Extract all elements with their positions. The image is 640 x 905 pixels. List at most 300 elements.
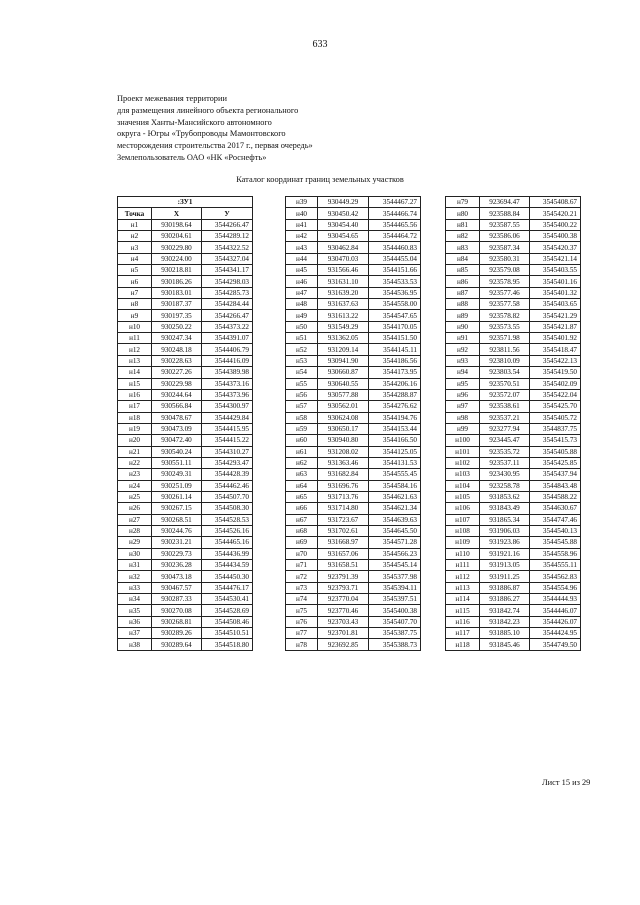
- x-coordinate-cell: 930650.17: [318, 423, 369, 434]
- y-coordinate-cell: 3545425.85: [530, 457, 581, 468]
- table-row: [118, 219, 253, 230]
- y-coordinate-cell: 3545425.70: [530, 401, 581, 412]
- point-name-cell: н58: [286, 412, 318, 423]
- y-coordinate-cell: 3544322.52: [202, 242, 253, 253]
- table-row: [118, 412, 253, 423]
- y-coordinate-cell: 3544462.46: [202, 480, 253, 491]
- x-coordinate-cell: 931702.61: [318, 525, 369, 536]
- y-coordinate-cell: 3544293.47: [202, 457, 253, 468]
- table-row: [118, 491, 253, 502]
- point-name-cell: н65: [286, 491, 318, 502]
- table-row: [118, 367, 253, 378]
- x-coordinate-cell: 931549.29: [318, 321, 369, 332]
- x-coordinate-cell: 923793.71: [318, 582, 369, 593]
- table-row: [446, 310, 581, 321]
- point-name-cell: н49: [286, 310, 318, 321]
- point-name-cell: н72: [286, 571, 318, 582]
- x-coordinate-cell: 930183.01: [152, 287, 202, 298]
- point-name-cell: н41: [286, 219, 318, 230]
- x-coordinate-cell: 931843.49: [480, 503, 530, 514]
- x-coordinate-cell: 923803.54: [480, 367, 530, 378]
- point-name-cell: н108: [446, 525, 480, 536]
- table-row: [446, 299, 581, 310]
- point-name-cell: н69: [286, 537, 318, 548]
- table-row: [286, 480, 421, 491]
- x-coordinate-cell: 930660.87: [318, 367, 369, 378]
- table-row: [118, 537, 253, 548]
- y-coordinate-cell: 3544173.95: [369, 367, 421, 378]
- table-row: [446, 616, 581, 627]
- x-coordinate-cell: 930244.64: [152, 389, 202, 400]
- y-coordinate-cell: 3544530.41: [202, 594, 253, 605]
- table-row: [118, 287, 253, 298]
- table-row: [118, 616, 253, 627]
- table-row: [446, 525, 581, 536]
- y-coordinate-cell: 3544526.16: [202, 525, 253, 536]
- table-row: [446, 219, 581, 230]
- y-coordinate-cell: 3544558.00: [369, 299, 421, 310]
- y-coordinate-cell: 3544510.51: [202, 628, 253, 639]
- x-coordinate-cell: 931853.62: [480, 491, 530, 502]
- y-coordinate-cell: 3544450.30: [202, 571, 253, 582]
- table-row: [118, 457, 253, 468]
- table-row: [118, 253, 253, 264]
- point-name-cell: н23: [118, 469, 152, 480]
- y-coordinate-cell: 3544289.12: [202, 231, 253, 242]
- table-row: [118, 344, 253, 355]
- x-coordinate-cell: 930454.40: [318, 219, 369, 230]
- y-coordinate-cell: 3544621.34: [369, 503, 421, 514]
- table-row: [446, 412, 581, 423]
- x-coordinate-cell: 931885.10: [480, 628, 530, 639]
- x-coordinate-cell: 930218.81: [152, 265, 202, 276]
- point-name-cell: н102: [446, 457, 480, 468]
- point-name-cell: н53: [286, 355, 318, 366]
- x-coordinate-cell: 931657.06: [318, 548, 369, 559]
- x-coordinate-cell: 930624.08: [318, 412, 369, 423]
- x-coordinate-cell: 931845.46: [480, 639, 530, 650]
- x-coordinate-cell: 923572.07: [480, 389, 530, 400]
- point-name-cell: н61: [286, 446, 318, 457]
- point-name-cell: н32: [118, 571, 152, 582]
- coordinates-table-3: [445, 196, 581, 651]
- y-coordinate-cell: 3544131.53: [369, 457, 421, 468]
- y-coordinate-cell: 3544288.87: [369, 389, 421, 400]
- x-coordinate-cell: 931209.14: [318, 344, 369, 355]
- table-row: [286, 571, 421, 582]
- table-row: [286, 401, 421, 412]
- table-row: [286, 537, 421, 548]
- x-coordinate-cell: 930470.03: [318, 253, 369, 264]
- y-coordinate-cell: 3545407.70: [369, 616, 421, 627]
- y-coordinate-cell: 3544298.03: [202, 276, 253, 287]
- point-name-cell: н48: [286, 299, 318, 310]
- point-name-cell: н97: [446, 401, 480, 412]
- y-coordinate-cell: 3544153.44: [369, 423, 421, 434]
- x-coordinate-cell: 930261.14: [152, 491, 202, 502]
- table-row: [286, 594, 421, 605]
- x-coordinate-cell: 931637.63: [318, 299, 369, 310]
- table-row: [118, 480, 253, 491]
- y-coordinate-cell: 3544406.79: [202, 344, 253, 355]
- point-name-cell: н73: [286, 582, 318, 593]
- point-name-cell: н30: [118, 548, 152, 559]
- y-coordinate-cell: 3544645.50: [369, 525, 421, 536]
- y-coordinate-cell: 3544747.46: [530, 514, 581, 525]
- x-coordinate-cell: 930249.31: [152, 469, 202, 480]
- land-plot-label: :ЗУ1: [118, 197, 253, 208]
- table-row: [286, 265, 421, 276]
- y-coordinate-cell: 3544621.63: [369, 491, 421, 502]
- point-name-cell: н14: [118, 367, 152, 378]
- y-coordinate-cell: 3544389.98: [202, 367, 253, 378]
- y-coordinate-cell: 3545419.50: [530, 367, 581, 378]
- x-coordinate-cell: 930229.80: [152, 242, 202, 253]
- y-coordinate-cell: 3544300.97: [202, 401, 253, 412]
- table-row: [118, 514, 253, 525]
- y-coordinate-cell: 3544166.50: [369, 435, 421, 446]
- point-name-cell: н112: [446, 571, 480, 582]
- y-coordinate-cell: 3545420.21: [530, 208, 581, 219]
- x-coordinate-cell: 930562.01: [318, 401, 369, 412]
- x-coordinate-cell: 923537.21: [480, 412, 530, 423]
- y-coordinate-cell: 3545401.32: [530, 287, 581, 298]
- column-header-point: Точка: [118, 208, 152, 219]
- table-row: [286, 287, 421, 298]
- x-coordinate-cell: 930454.65: [318, 231, 369, 242]
- point-name-cell: н38: [118, 639, 152, 650]
- point-name-cell: н8: [118, 299, 152, 310]
- x-coordinate-cell: 931865.34: [480, 514, 530, 525]
- x-coordinate-cell: 930236.28: [152, 560, 202, 571]
- table-row: [286, 469, 421, 480]
- x-coordinate-cell: 923586.06: [480, 231, 530, 242]
- x-coordinate-cell: 931842.74: [480, 605, 530, 616]
- table-row: [118, 378, 253, 389]
- point-name-cell: н75: [286, 605, 318, 616]
- point-name-cell: н1: [118, 219, 152, 230]
- table-row: [118, 560, 253, 571]
- table-row: [446, 514, 581, 525]
- point-name-cell: н89: [446, 310, 480, 321]
- x-coordinate-cell: 923570.51: [480, 378, 530, 389]
- table-row: [446, 446, 581, 457]
- table-row: [286, 457, 421, 468]
- point-name-cell: н37: [118, 628, 152, 639]
- x-coordinate-cell: 930231.21: [152, 537, 202, 548]
- table-row: [446, 469, 581, 480]
- table-row: [286, 378, 421, 389]
- y-coordinate-cell: 3544446.07: [530, 605, 581, 616]
- table-row: [118, 231, 253, 242]
- x-coordinate-cell: 923587.55: [480, 219, 530, 230]
- table-row: [286, 344, 421, 355]
- y-coordinate-cell: 3544508.46: [202, 616, 253, 627]
- table-row: [286, 582, 421, 593]
- y-coordinate-cell: 3544584.16: [369, 480, 421, 491]
- table-row: [118, 605, 253, 616]
- point-name-cell: н59: [286, 423, 318, 434]
- coordinates-table-2: [285, 196, 421, 651]
- header-line: Проект межевания территории: [117, 94, 227, 103]
- x-coordinate-cell: 930270.08: [152, 605, 202, 616]
- point-name-cell: н51: [286, 333, 318, 344]
- table-row: [118, 628, 253, 639]
- y-coordinate-cell: 3544151.66: [369, 265, 421, 276]
- y-coordinate-cell: 3544508.30: [202, 503, 253, 514]
- y-coordinate-cell: 3545418.47: [530, 344, 581, 355]
- y-coordinate-cell: 3544415.95: [202, 423, 253, 434]
- header-line: Землепользователь ОАО «НК «Роснефть»: [117, 152, 267, 162]
- point-name-cell: н29: [118, 537, 152, 548]
- point-name-cell: н99: [446, 423, 480, 434]
- point-name-cell: н46: [286, 276, 318, 287]
- x-coordinate-cell: 930640.55: [318, 378, 369, 389]
- point-name-cell: н86: [446, 276, 480, 287]
- table-row: [446, 276, 581, 287]
- table-row: [446, 537, 581, 548]
- y-coordinate-cell: 3544533.53: [369, 276, 421, 287]
- x-coordinate-cell: 931906.03: [480, 525, 530, 536]
- table-row: [286, 231, 421, 242]
- table-row: [446, 571, 581, 582]
- x-coordinate-cell: 931714.80: [318, 503, 369, 514]
- y-coordinate-cell: 3544507.70: [202, 491, 253, 502]
- y-coordinate-cell: 3544558.96: [530, 548, 581, 559]
- point-name-cell: н43: [286, 242, 318, 253]
- y-coordinate-cell: 3544465.16: [202, 537, 253, 548]
- y-coordinate-cell: 3545422.04: [530, 389, 581, 400]
- table-row: [286, 503, 421, 514]
- point-name-cell: н20: [118, 435, 152, 446]
- x-coordinate-cell: 930472.40: [152, 435, 202, 446]
- table-row: [286, 412, 421, 423]
- point-name-cell: н12: [118, 344, 152, 355]
- table-row: [286, 299, 421, 310]
- x-coordinate-cell: 923701.81: [318, 628, 369, 639]
- table-row: [286, 639, 421, 650]
- y-coordinate-cell: 3544528.53: [202, 514, 253, 525]
- y-coordinate-cell: 3544639.63: [369, 514, 421, 525]
- point-name-cell: н55: [286, 378, 318, 389]
- point-name-cell: н56: [286, 389, 318, 400]
- point-name-cell: н70: [286, 548, 318, 559]
- point-name-cell: н28: [118, 525, 152, 536]
- y-coordinate-cell: 3544341.17: [202, 265, 253, 276]
- x-coordinate-cell: 923791.39: [318, 571, 369, 582]
- point-name-cell: н50: [286, 321, 318, 332]
- point-name-cell: н82: [446, 231, 480, 242]
- y-coordinate-cell: 3545400.22: [530, 219, 581, 230]
- x-coordinate-cell: 931723.67: [318, 514, 369, 525]
- point-name-cell: н98: [446, 412, 480, 423]
- table-row: [286, 628, 421, 639]
- point-name-cell: н68: [286, 525, 318, 536]
- point-name-cell: н83: [446, 242, 480, 253]
- table-row: [446, 197, 581, 208]
- table-row: [446, 355, 581, 366]
- table-row: [446, 480, 581, 491]
- point-name-cell: н106: [446, 503, 480, 514]
- y-coordinate-cell: 3544429.84: [202, 412, 253, 423]
- y-coordinate-cell: 3544555.11: [530, 560, 581, 571]
- x-coordinate-cell: 923588.84: [480, 208, 530, 219]
- x-coordinate-cell: 930204.61: [152, 231, 202, 242]
- x-coordinate-cell: 923579.08: [480, 265, 530, 276]
- header-line: значения Ханты-Мансийского автономного: [117, 117, 272, 127]
- catalog-title: Каталог координат границ земельных участков: [236, 175, 404, 184]
- point-name-cell: н79: [446, 197, 480, 208]
- table-row: [286, 525, 421, 536]
- point-name-cell: н36: [118, 616, 152, 627]
- y-coordinate-cell: 3544571.28: [369, 537, 421, 548]
- table-row: [446, 594, 581, 605]
- point-name-cell: н67: [286, 514, 318, 525]
- x-coordinate-cell: 930251.09: [152, 480, 202, 491]
- y-coordinate-cell: 3545422.13: [530, 355, 581, 366]
- x-coordinate-cell: 930289.64: [152, 639, 202, 650]
- point-name-cell: н24: [118, 480, 152, 491]
- y-coordinate-cell: 3545397.51: [369, 594, 421, 605]
- x-coordinate-cell: 931613.22: [318, 310, 369, 321]
- y-coordinate-cell: 3544528.69: [202, 605, 253, 616]
- x-coordinate-cell: 930289.26: [152, 628, 202, 639]
- point-name-cell: н9: [118, 310, 152, 321]
- point-name-cell: н25: [118, 491, 152, 502]
- point-name-cell: н44: [286, 253, 318, 264]
- table-row: [446, 457, 581, 468]
- point-name-cell: н18: [118, 412, 152, 423]
- y-coordinate-cell: 3545387.75: [369, 628, 421, 639]
- table-row: [118, 242, 253, 253]
- table-row: [118, 525, 253, 536]
- x-coordinate-cell: 923694.47: [480, 197, 530, 208]
- y-coordinate-cell: 3545401.92: [530, 333, 581, 344]
- point-name-cell: н10: [118, 321, 152, 332]
- x-coordinate-cell: 930268.81: [152, 616, 202, 627]
- point-name-cell: н81: [446, 219, 480, 230]
- point-name-cell: н47: [286, 287, 318, 298]
- point-name-cell: н84: [446, 253, 480, 264]
- x-coordinate-cell: 923535.72: [480, 446, 530, 457]
- point-name-cell: н42: [286, 231, 318, 242]
- table-row: [446, 265, 581, 276]
- point-name-cell: н45: [286, 265, 318, 276]
- y-coordinate-cell: 3544444.93: [530, 594, 581, 605]
- table-row: [286, 197, 421, 208]
- point-name-cell: н109: [446, 537, 480, 548]
- table-row: [118, 333, 253, 344]
- point-name-cell: н64: [286, 480, 318, 491]
- y-coordinate-cell: 3544536.95: [369, 287, 421, 298]
- x-coordinate-cell: 930941.90: [318, 355, 369, 366]
- point-name-cell: н66: [286, 503, 318, 514]
- point-name-cell: н96: [446, 389, 480, 400]
- point-name-cell: н78: [286, 639, 318, 650]
- x-coordinate-cell: 923573.55: [480, 321, 530, 332]
- point-name-cell: н39: [286, 197, 318, 208]
- point-name-cell: н3: [118, 242, 152, 253]
- x-coordinate-cell: 930247.34: [152, 333, 202, 344]
- point-name-cell: н17: [118, 401, 152, 412]
- x-coordinate-cell: 931566.46: [318, 265, 369, 276]
- point-name-cell: н91: [446, 333, 480, 344]
- y-coordinate-cell: 3544545.88: [530, 537, 581, 548]
- table-row: [446, 231, 581, 242]
- x-coordinate-cell: 930940.80: [318, 435, 369, 446]
- x-coordinate-cell: 930229.98: [152, 378, 202, 389]
- point-name-cell: н94: [446, 367, 480, 378]
- x-coordinate-cell: 930449.29: [318, 197, 369, 208]
- table-row: [118, 265, 253, 276]
- point-name-cell: н95: [446, 378, 480, 389]
- table-row: [446, 389, 581, 400]
- table-row: [286, 242, 421, 253]
- x-coordinate-cell: 931913.05: [480, 560, 530, 571]
- point-name-cell: н101: [446, 446, 480, 457]
- table-row: [286, 616, 421, 627]
- x-coordinate-cell: 923577.46: [480, 287, 530, 298]
- table-row: [446, 242, 581, 253]
- y-coordinate-cell: 3545408.67: [530, 197, 581, 208]
- x-coordinate-cell: 923703.43: [318, 616, 369, 627]
- y-coordinate-cell: 3544373.16: [202, 378, 253, 389]
- point-name-cell: н13: [118, 355, 152, 366]
- y-coordinate-cell: 3544518.80: [202, 639, 253, 650]
- y-coordinate-cell: 3544588.22: [530, 491, 581, 502]
- x-coordinate-cell: 931682.84: [318, 469, 369, 480]
- y-coordinate-cell: 3544428.39: [202, 469, 253, 480]
- point-name-cell: н57: [286, 401, 318, 412]
- table-row: [118, 321, 253, 332]
- point-name-cell: н107: [446, 514, 480, 525]
- y-coordinate-cell: 3544466.74: [369, 208, 421, 219]
- point-name-cell: н63: [286, 469, 318, 480]
- table-row: [286, 208, 421, 219]
- y-coordinate-cell: 3544562.83: [530, 571, 581, 582]
- y-coordinate-cell: 3545394.11: [369, 582, 421, 593]
- x-coordinate-cell: 930227.26: [152, 367, 202, 378]
- table-row: [446, 605, 581, 616]
- y-coordinate-cell: 3545405.88: [530, 446, 581, 457]
- x-coordinate-cell: 931923.86: [480, 537, 530, 548]
- page-number: 633: [312, 39, 328, 50]
- y-coordinate-cell: 3544391.07: [202, 333, 253, 344]
- document-header: [117, 93, 313, 164]
- x-coordinate-cell: 930250.22: [152, 321, 202, 332]
- table-row: [286, 367, 421, 378]
- x-coordinate-cell: 931208.02: [318, 446, 369, 457]
- y-coordinate-cell: 3544434.59: [202, 560, 253, 571]
- table-row: [286, 560, 421, 571]
- x-coordinate-cell: 931886.27: [480, 594, 530, 605]
- x-coordinate-cell: 931921.16: [480, 548, 530, 559]
- y-coordinate-cell: 3544545.14: [369, 560, 421, 571]
- x-coordinate-cell: 923537.11: [480, 457, 530, 468]
- table-row: [118, 582, 253, 593]
- y-coordinate-cell: 3544373.96: [202, 389, 253, 400]
- table-row: [286, 333, 421, 344]
- point-name-cell: н116: [446, 616, 480, 627]
- y-coordinate-cell: 3544555.45: [369, 469, 421, 480]
- y-coordinate-cell: 3544540.13: [530, 525, 581, 536]
- x-coordinate-cell: 930248.18: [152, 344, 202, 355]
- point-name-cell: н11: [118, 333, 152, 344]
- point-name-cell: н111: [446, 560, 480, 571]
- table-row: [446, 287, 581, 298]
- x-coordinate-cell: 930268.51: [152, 514, 202, 525]
- y-coordinate-cell: 3544464.72: [369, 231, 421, 242]
